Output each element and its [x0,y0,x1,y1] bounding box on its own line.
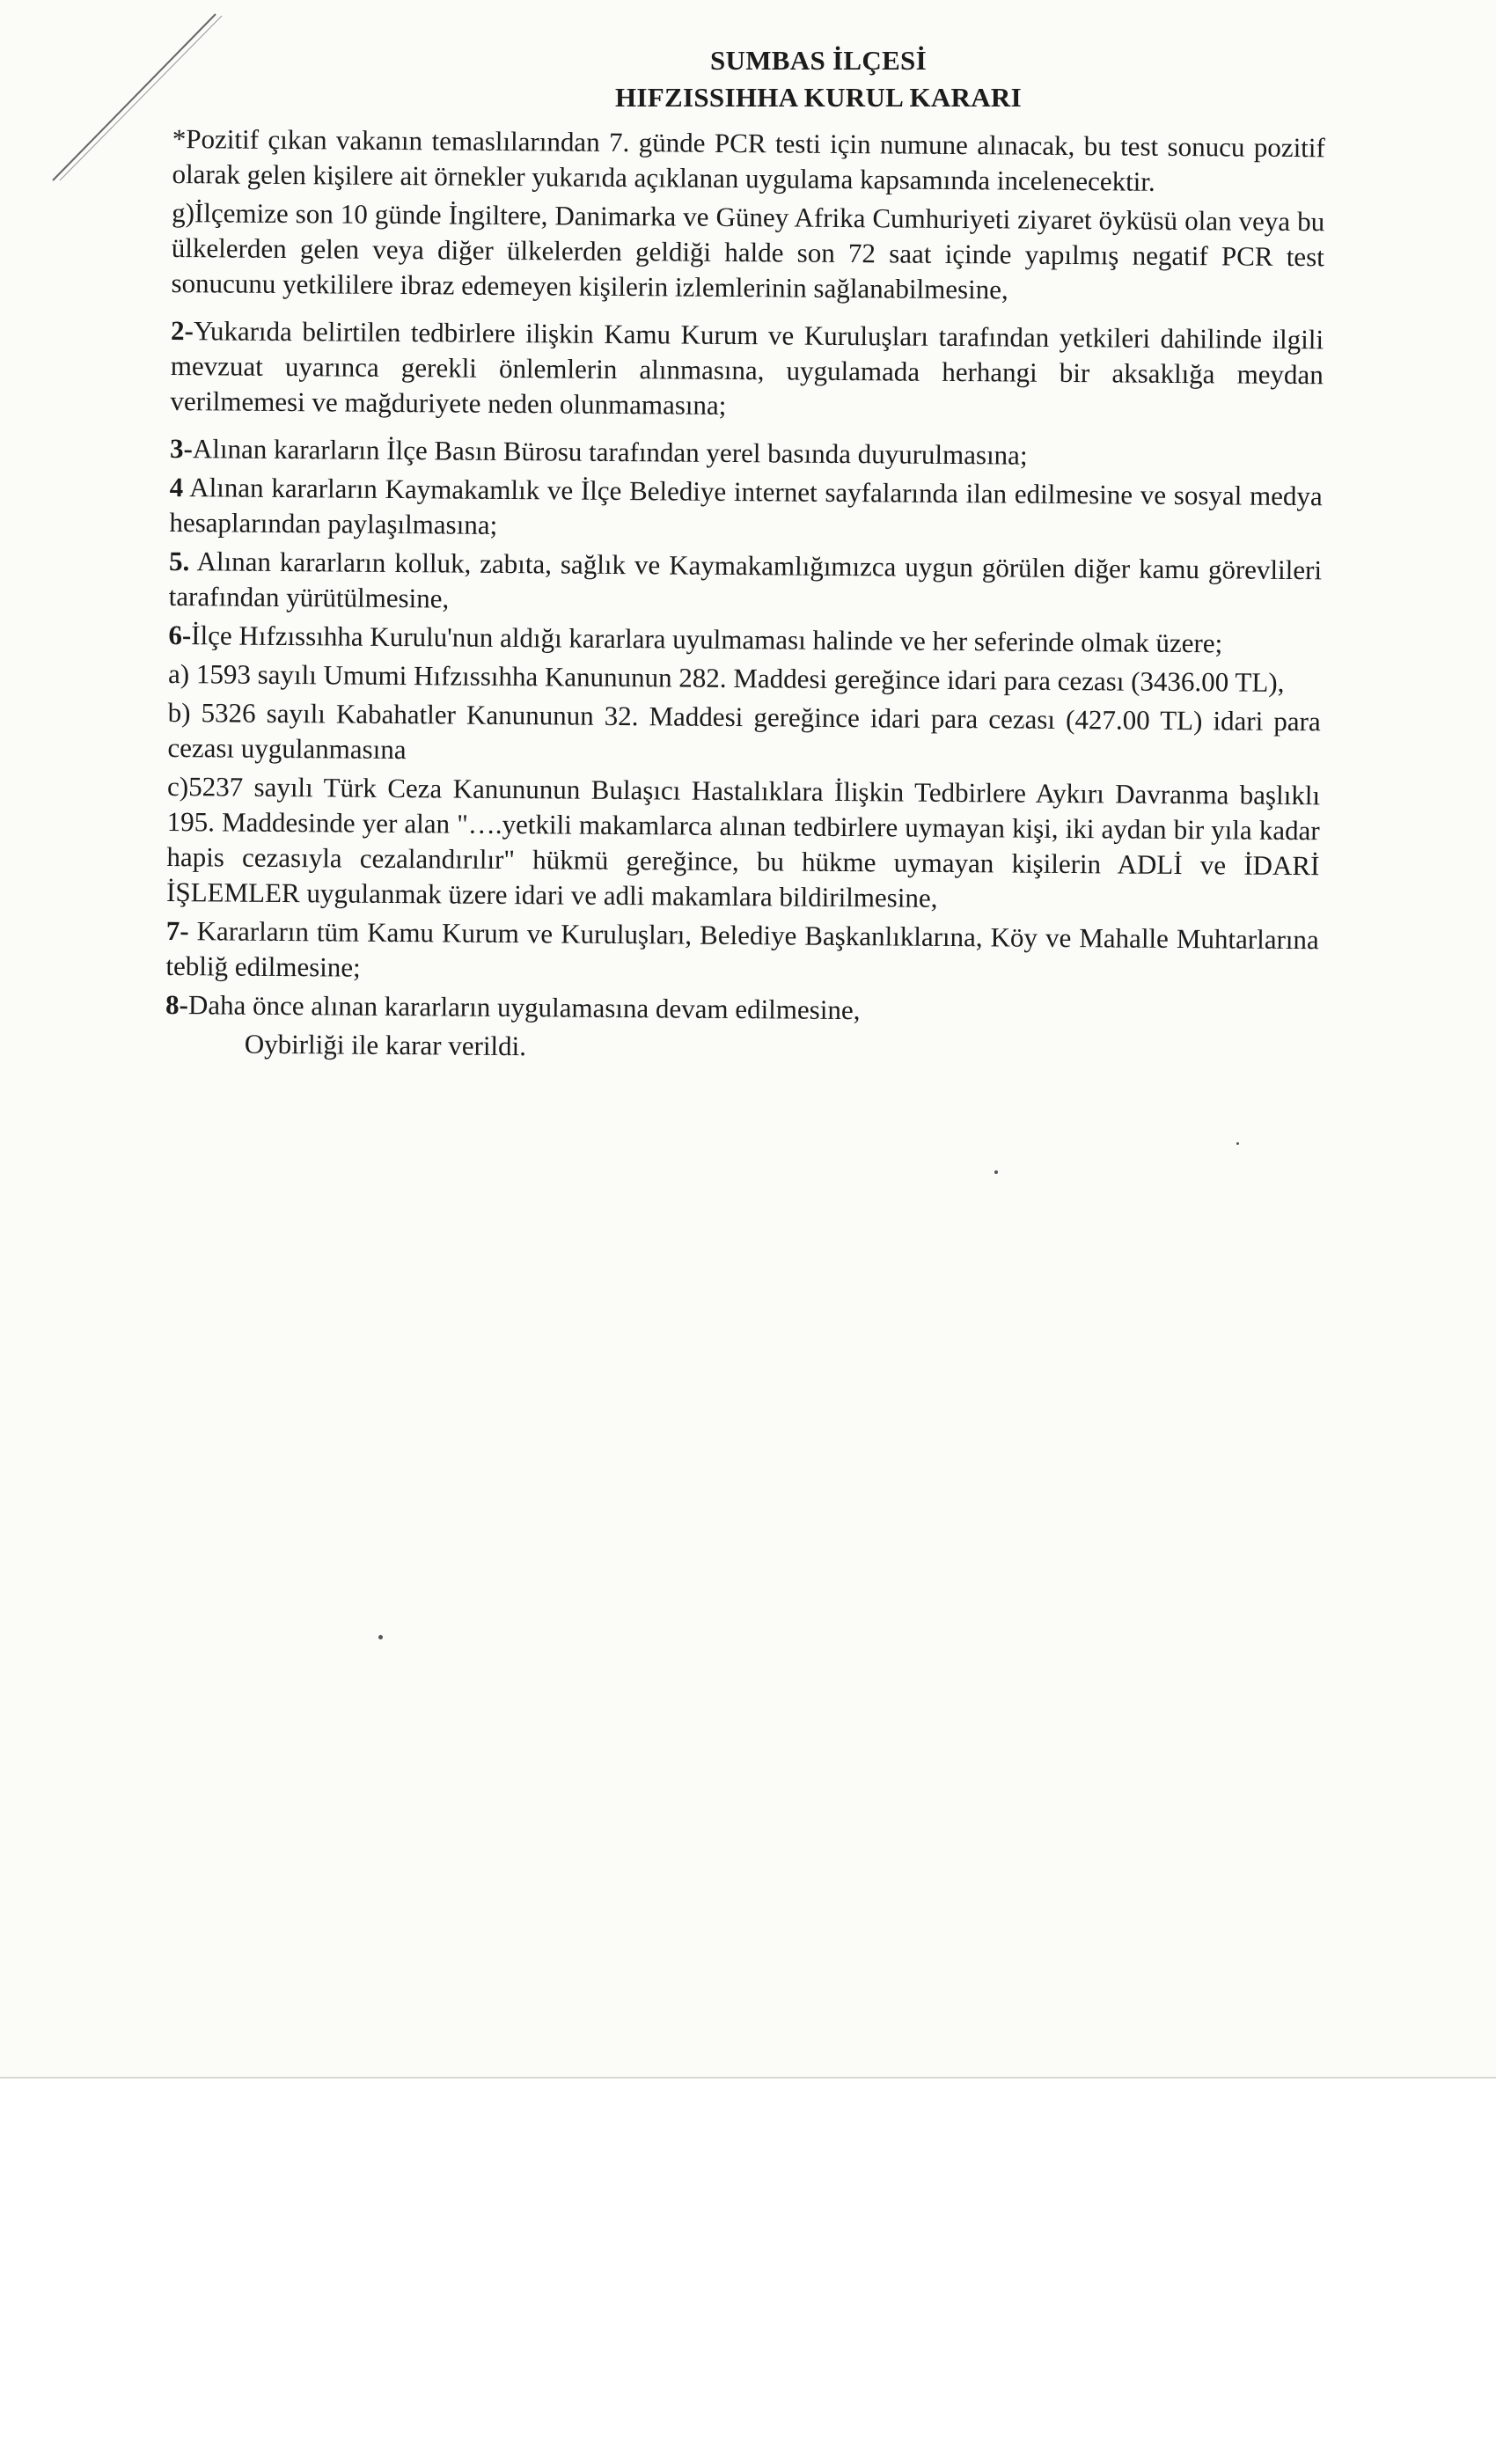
header-district: SUMBAS İLÇESİ [710,45,927,76]
paragraph-g [171,195,1324,310]
paragraph-text: Yukarıda belirtilen tedbirlere ilişkin Kamu Kurum ve Kuruluşları tarafından yetkileri dahilinde ilgili mevzuat uyarınca gerekli önlemlerin alınmasına, uygulamada herhangi bir aksaklığa meydan verilmemesi ve mağduriyete neden olunmamasına; [170,315,1324,421]
paragraph-number: 3- [169,432,194,465]
paragraph-number: 4 [169,471,184,503]
paragraph-6b [167,695,1321,774]
page-header [0,42,1496,116]
paragraph-2 [170,313,1324,428]
paragraph-text: Alınan kararların Kaymakamlık ve İlçe Belediye internet sayfalarında ilan edilmesine ve sosyal medya hesaplarından paylaşılmasına; [169,472,1323,540]
paragraph-8 [165,987,1318,1031]
paragraph-5 [169,544,1323,623]
paragraph-text: b) 5326 sayılı Kabahatler Kanununun 32. Maddesi gereğince idari para cezası (427.00 TL) idari para cezası uygulanmasına [167,696,1321,766]
scan-speck [378,1635,383,1639]
paragraph-text: Kararların tüm Kamu Kurum ve Kuruluşları, Belediye Başkanlıklarına, Köy ve Mahalle Muhtarlarına tebliğ edilmesine; [165,915,1319,983]
decision-body [165,121,1325,1082]
paragraph-text: *Pozitif çıkan vakanın temaslılarından 7. günde PCR testi için numune alınacak, bu test sonucu pozitif olarak gelen kişilere ait örnekler yukarıda açıklanan uygulama kapsamında incelenecektir. [172,122,1325,197]
closing-statement: Oybirliği ile karar verildi. [244,1028,527,1062]
paragraph-6 [168,618,1321,662]
paragraph-text: c)5237 sayılı Türk Ceza Kanununun Bulaşıcı Hastalıklara İlişkin Tedbirlere Aykırı Davranma başlıklı 195. Maddesinde yer alan "….yetkili makamlarca alınan tedbirlere uymayan kişi, iki aydan bir yıla kadar hapis cezasıyla cezalandırılır" hükmü gereğince, bu hükme uymayan kişilerin ADLİ ve İDARİ İŞLEMLER uygulanmak üzere idari ve adli makamlara bildirilmesine, [165,770,1321,913]
paragraph-text: Alınan kararların İlçe Basın Bürosu tarafından yerel basında duyurulmasına; [192,433,1028,471]
paragraph-7 [165,913,1319,993]
scan-speck [994,1170,998,1174]
paragraph-text: g)İlçemize son 10 günde İngiltere, Danimarka ve Güney Afrika Cumhuriyeti ziyaret öyküsü olan veya bu ülkelerden gelen veya diğer ülkelerden geldiği halde son 72 saat içinde yapılmış negatif PCR test sonucunu yetkililere ibraz edemeyen kişilerin izlemlerinin sağlanabilmesine, [171,196,1325,305]
paragraph-number: 8- [165,988,189,1021]
scan-speck [1236,1142,1239,1145]
paragraph-3 [170,431,1323,475]
paragraph-text: Daha önce alınan kararların uygulamasına devam edilmesine, [187,989,861,1026]
paragraph-number: 7- [165,914,189,947]
paragraph-6c [166,769,1320,919]
paragraph-4 [169,470,1323,549]
paragraph-text: Alınan kararların kolluk, zabıta, sağlık ve Kaymakamlığımızca uygun görülen diğer kamu görevlileri tarafından yürütülmesine, [168,546,1323,614]
paragraph-number: 5. [168,545,190,577]
header-title: HIFZISSIHHA KURUL KARARI [615,82,1022,113]
paragraph-text: İlçe Hıfzıssıhha Kurulu'nun aldığı kararlara uyulmaması halinde ve her seferinde olmak üzere; [191,620,1223,659]
paragraph-text: a) 1593 sayılı Umumi Hıfzıssıhha Kanununun 282. Maddesi gereğince idari para cezası (3436.00 TL), [167,657,1285,698]
paragraph-number: 6- [168,619,192,651]
paragraph-6a [168,656,1321,700]
paragraph-number: 2- [170,314,194,347]
paragraph-pozitif [172,121,1325,201]
